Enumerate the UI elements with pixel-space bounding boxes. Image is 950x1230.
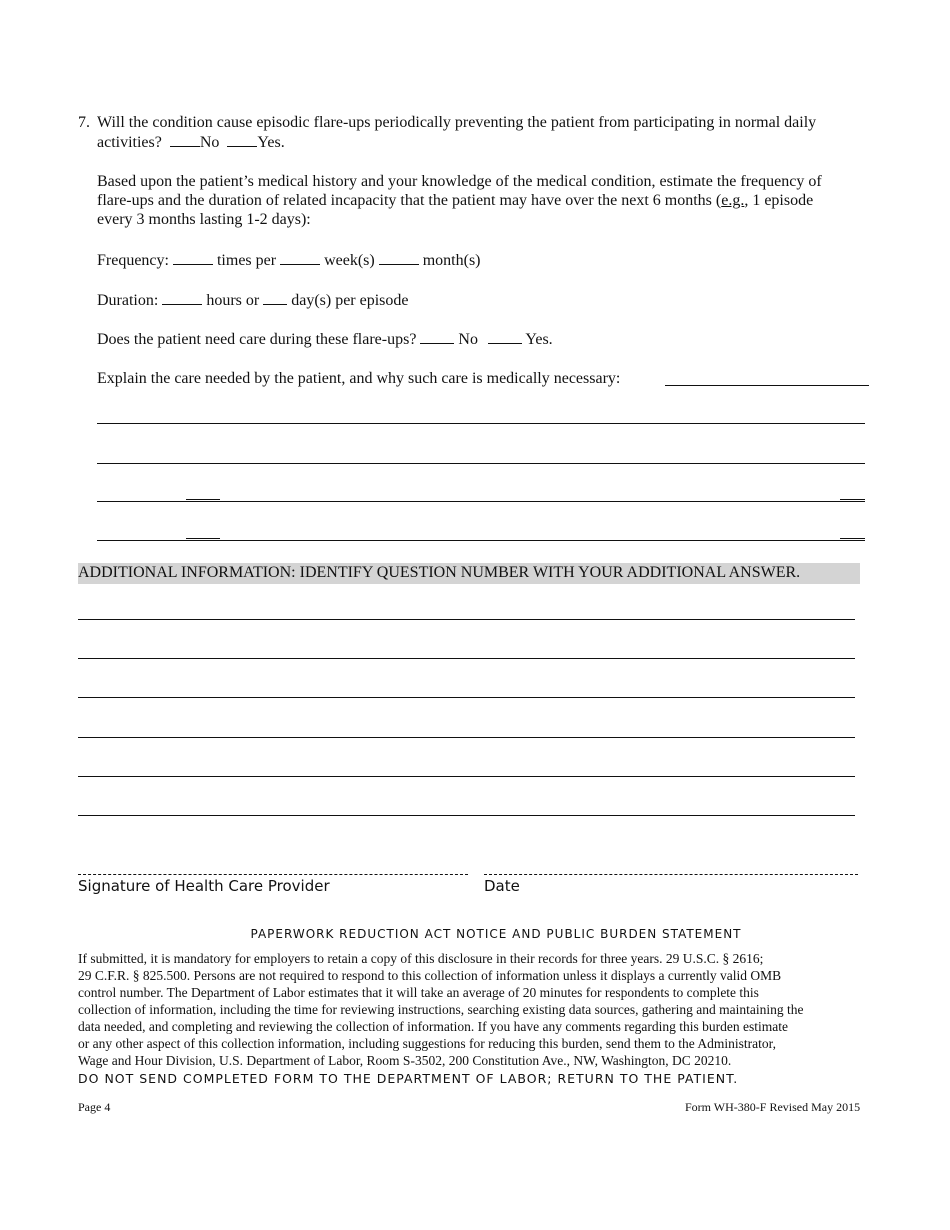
duration-label: Duration:	[97, 292, 159, 309]
signature-field[interactable]	[78, 874, 468, 875]
frequency-months-field[interactable]	[379, 250, 419, 265]
additional-info-line[interactable]	[78, 776, 855, 777]
weeks-label: week(s)	[324, 252, 375, 269]
date-field[interactable]	[484, 874, 858, 875]
explain-care-line[interactable]	[97, 423, 865, 424]
estimate-paragraph-line-1: Based upon the patient’s medical history and your knowledge of the medical condition, estimate the frequency of	[97, 173, 822, 190]
days-per-episode-label: day(s) per episode	[291, 292, 409, 309]
care-row	[97, 329, 553, 349]
form-id: Form WH-380-F Revised May 2015	[685, 1100, 861, 1114]
flareups-yes-blank[interactable]	[227, 132, 257, 147]
flareups-yes-label: Yes.	[257, 134, 285, 151]
additional-info-line[interactable]	[78, 619, 855, 620]
question-7-answer-line	[97, 132, 285, 152]
months-label: month(s)	[422, 252, 481, 269]
page-number: Page 4	[78, 1100, 111, 1114]
hours-or-label: hours or	[206, 292, 260, 309]
question-number: 7.	[78, 114, 90, 131]
frequency-weeks-field[interactable]	[280, 250, 320, 265]
care-question: Does the patient need care during these flare-ups?	[97, 331, 417, 348]
rule-mark	[186, 499, 220, 500]
duration-row	[97, 290, 409, 310]
paperwork-title: PAPERWORK REDUCTION ACT NOTICE AND PUBLIC BURDEN STATEMENT	[250, 927, 742, 941]
paperwork-line: or any other aspect of this collection information, including suggestions for reducing this burden, send them to the Administrator,	[78, 1036, 776, 1051]
rule-mark	[186, 538, 220, 539]
frequency-row	[97, 250, 481, 270]
signature-label: Signature of Health Care Provider	[78, 877, 330, 895]
care-no-label: No	[458, 331, 478, 348]
explain-care-line[interactable]	[97, 540, 865, 541]
question-7-text: Will the condition cause episodic flare-ups periodically preventing the patient from participating in normal daily	[97, 114, 817, 131]
flareups-no-blank[interactable]	[170, 132, 200, 147]
explain-care-label: Explain the care needed by the patient, and why such care is medically necessary:	[97, 370, 621, 387]
explain-care-line[interactable]	[97, 463, 865, 464]
flareups-no-label: No	[199, 134, 220, 151]
care-yes-blank[interactable]	[488, 329, 522, 344]
do-not-send-notice: DO NOT SEND COMPLETED FORM TO THE DEPARTMENT OF LABOR; RETURN TO THE PATIENT.	[78, 1071, 739, 1086]
paperwork-line: data needed, and completing and reviewing the collection of information. If you have any comments regarding this burden estimate	[78, 1019, 789, 1034]
paperwork-line: collection of information, including the time for reviewing instructions, searching existing data sources, gathering and maintaining the	[78, 1002, 804, 1017]
eg-abbrev: e.g.	[721, 192, 745, 209]
times-per-label: times per	[216, 252, 277, 269]
date-label: Date	[484, 877, 520, 895]
care-yes-label: Yes.	[525, 331, 553, 348]
paperwork-line: Wage and Hour Division, U.S. Department of Labor, Room S-3502, 200 Constitution Ave., NW, Washington, DC 20210.	[78, 1053, 732, 1068]
estimate-text-end: , 1 episode	[744, 192, 814, 209]
rule-mark	[840, 538, 865, 539]
duration-hours-field[interactable]	[162, 290, 202, 305]
rule-mark	[840, 499, 865, 500]
care-no-blank[interactable]	[420, 329, 454, 344]
paperwork-line: If submitted, it is mandatory for employers to retain a copy of this disclosure in their records for three years. 29 U.S.C. § 2616;	[78, 951, 764, 966]
additional-info-line[interactable]	[78, 697, 855, 698]
paperwork-body	[78, 950, 878, 1069]
duration-days-field[interactable]	[263, 290, 287, 305]
explain-care-line[interactable]	[97, 501, 865, 502]
additional-info-heading: ADDITIONAL INFORMATION: IDENTIFY QUESTION NUMBER WITH YOUR ADDITIONAL ANSWER.	[78, 563, 860, 584]
estimate-paragraph-line-3: every 3 months lasting 1-2 days):	[97, 211, 311, 228]
frequency-times-field[interactable]	[173, 250, 213, 265]
paperwork-line: 29 C.F.R. § 825.500. Persons are not required to respond to this collection of information unless it displays a currently valid OMB	[78, 968, 782, 983]
estimate-paragraph-line-2	[97, 191, 813, 210]
additional-info-line[interactable]	[78, 737, 855, 738]
estimate-text: flare-ups and the duration of related incapacity that the patient may have over the next 6 months (	[97, 192, 722, 209]
additional-info-line[interactable]	[78, 658, 855, 659]
paperwork-line: control number. The Department of Labor estimates that it will take an average of 20 minutes for respondents to complete this	[78, 985, 759, 1000]
additional-info-line[interactable]	[78, 815, 855, 816]
frequency-label: Frequency:	[97, 252, 169, 269]
question-7-text-cont: activities?	[97, 134, 162, 151]
explain-care-field[interactable]	[665, 385, 869, 386]
